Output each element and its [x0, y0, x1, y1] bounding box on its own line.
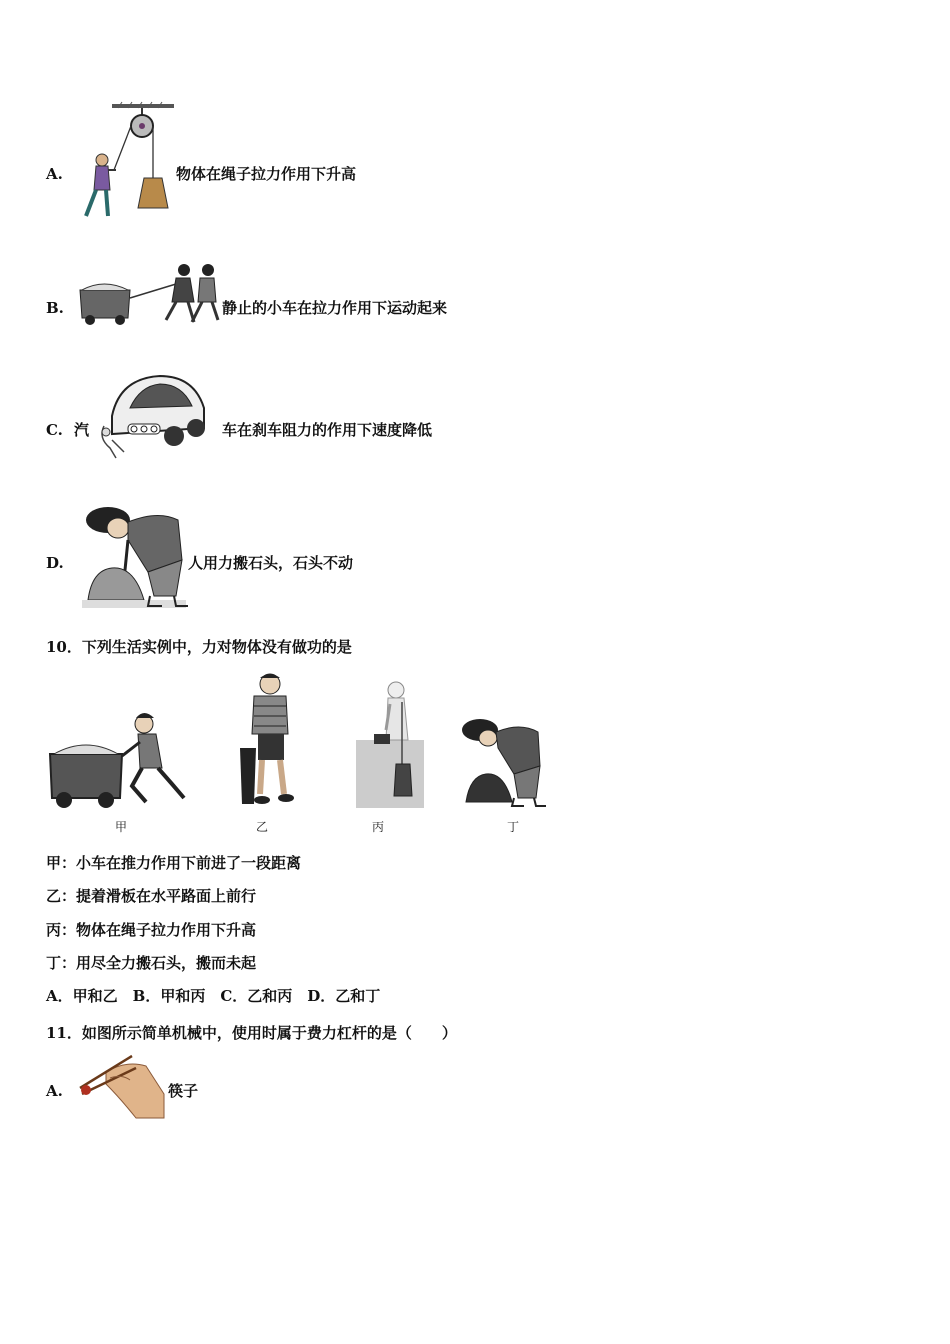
- question-10-stem: 10．下列生活实例中，力对物体没有做功的是: [46, 638, 352, 656]
- figure-jia-pushing-cart: [46, 706, 196, 810]
- figure-ding-lifting-stone: [458, 716, 546, 810]
- question-10-choices: A．甲和乙 B．甲和丙 C．乙和丙 D．乙和丁: [46, 987, 381, 1005]
- statement-bing: 丙：物体在绳子拉力作用下升高: [46, 921, 257, 939]
- statement-yi: 乙：提着滑板在水平路面上前行: [46, 887, 257, 905]
- figure-bing-lifting-object: [356, 680, 426, 810]
- q11-option-a-label: A.: [46, 1082, 63, 1100]
- caption-ding: 丁: [507, 820, 520, 834]
- option-c-label: C.: [46, 421, 63, 439]
- statement-jia: 甲：小车在推力作用下前进了一段距离: [46, 854, 302, 872]
- question-11-stem: 11．如图所示简单机械中，使用时属于费力杠杆的是（ ）: [46, 1024, 457, 1042]
- statement-ding: 丁：用尽全力搬石头，搬而未起: [46, 954, 257, 972]
- option-b-text: 静止的小车在拉力作用下运动起来: [222, 299, 448, 317]
- figure-yi-carrying-skateboard: [238, 672, 298, 810]
- car-braking-illustration: [90, 368, 220, 462]
- lifting-stone-illustration: [78, 500, 188, 612]
- caption-bing: 丙: [372, 820, 385, 834]
- option-b-label: B.: [46, 299, 64, 317]
- chopsticks-illustration: [76, 1054, 166, 1118]
- q11-option-a-text: 筷子: [168, 1082, 199, 1100]
- caption-yi: 乙: [256, 820, 269, 834]
- cart-pulling-illustration: [76, 262, 222, 328]
- option-c-pre-text: 汽: [74, 421, 90, 439]
- option-a-text: 物体在绳子拉力作用下升高: [176, 165, 357, 183]
- option-d-label: D.: [46, 554, 64, 572]
- option-a-label: A.: [46, 165, 63, 183]
- option-c-text: 车在刹车阻力的作用下速度降低: [222, 421, 433, 439]
- option-d-text: 人用力搬石头，石头不动: [188, 554, 354, 572]
- caption-jia: 甲: [115, 820, 128, 834]
- pulley-illustration: [78, 100, 178, 222]
